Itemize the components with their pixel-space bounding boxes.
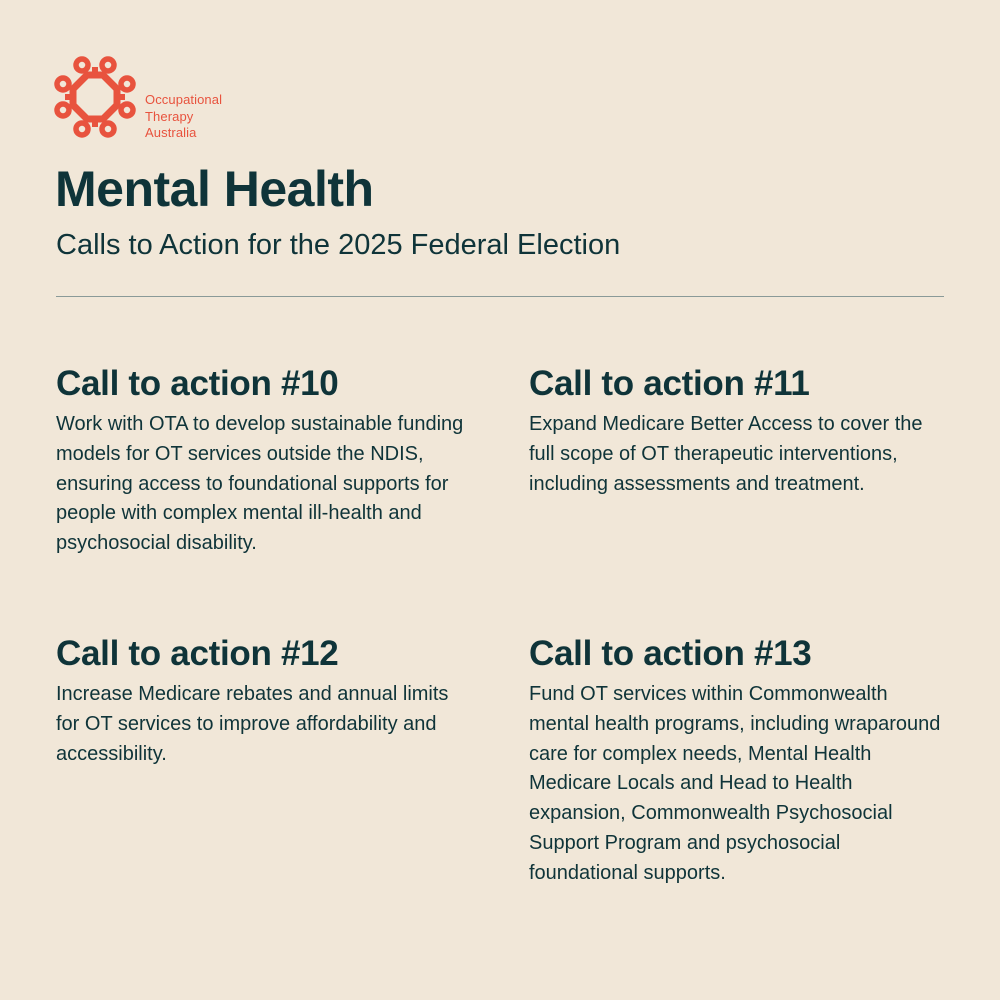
- logo-line-3: Australia: [145, 125, 197, 140]
- logo-line-2: Therapy: [145, 108, 194, 124]
- ota-logo-wordmark: [145, 92, 222, 142]
- call-to-action-12-text: Increase Medicare rebates and annual limits for OT services to improve affordability and accessibility.: [56, 683, 449, 765]
- logo-line-1: Occupational: [145, 92, 223, 107]
- call-to-action-10-heading: Call to action #10: [56, 364, 339, 403]
- call-to-action-13-heading: Call to action #13: [529, 634, 812, 673]
- page-subtitle: Calls to Action for the 2025 Federal Election: [56, 229, 621, 261]
- call-to-action-11-heading: Call to action #11: [529, 364, 810, 403]
- page-title: Mental Health: [55, 161, 374, 217]
- call-to-action-13-text: Fund OT services within Commonwealth mental health programs, including wraparound care for complex needs, Mental Health Medicare Locals and Head to Health expansion, Commonwealth Psychosocial Support Program and psychosocial foundational supports.: [529, 683, 941, 884]
- call-to-action-11: [529, 362, 949, 499]
- ota-logo: [52, 54, 242, 140]
- ota-logo-icon: [52, 54, 138, 140]
- call-to-action-13: [529, 632, 949, 889]
- call-to-action-10-text: Work with OTA to develop sustainable funding models for OT services outside the NDIS, ensuring access to foundational supports for people with complex mental ill-health and psychosocial disability.: [56, 413, 464, 555]
- call-to-action-12: [56, 632, 466, 769]
- call-to-action-10: [56, 362, 466, 559]
- header-divider: [56, 296, 944, 297]
- call-to-action-12-heading: Call to action #12: [56, 634, 339, 673]
- call-to-action-11-text: Expand Medicare Better Access to cover the full scope of OT therapeutic interventions, including assessments and treatment.: [529, 413, 923, 495]
